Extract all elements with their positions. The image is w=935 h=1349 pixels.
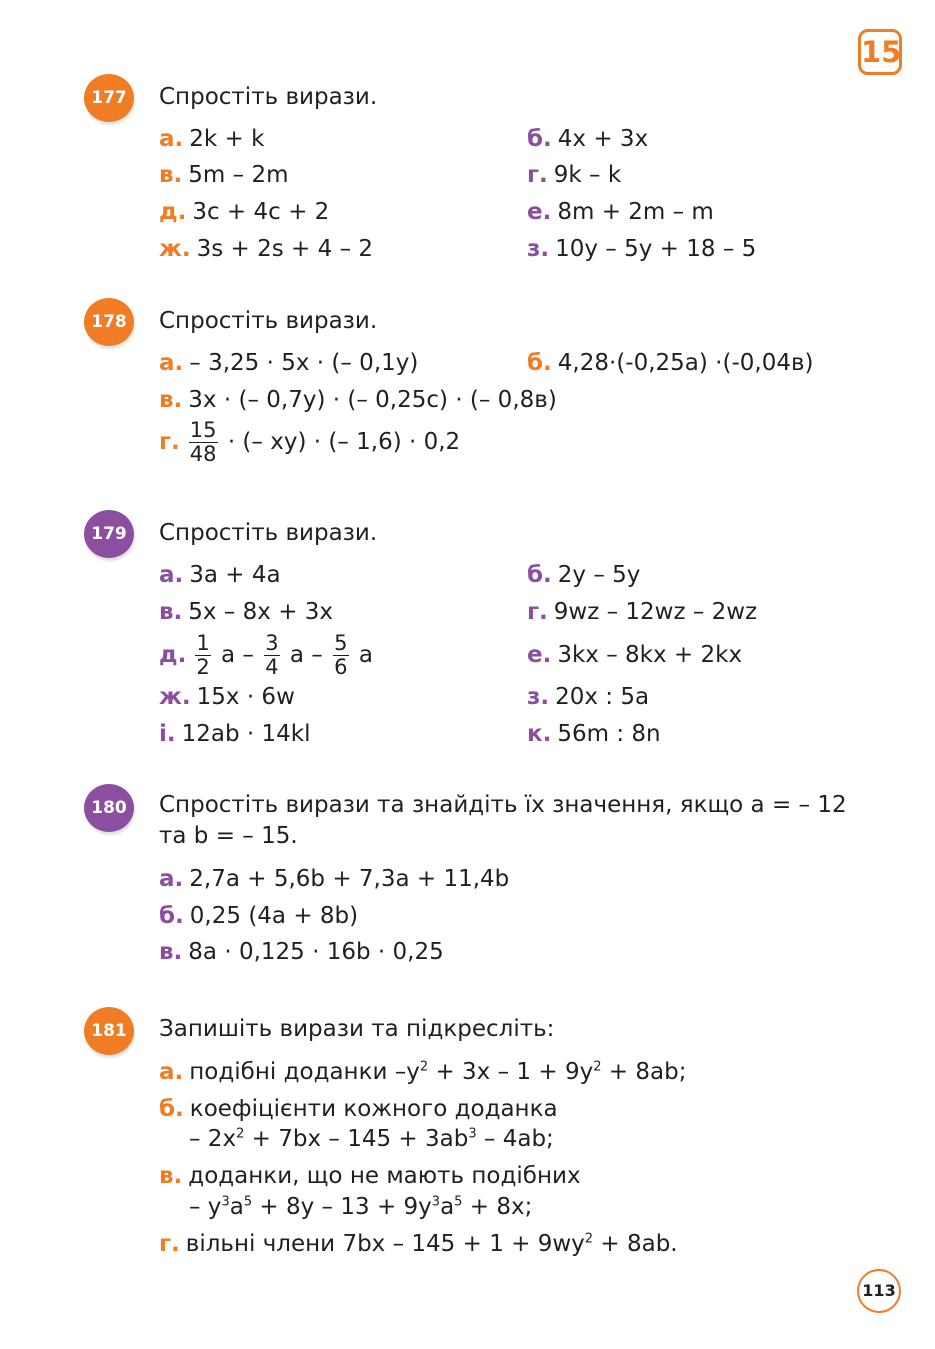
exercise-prompt: Спростіть вирази. [159, 520, 378, 546]
item-label: г. [527, 162, 548, 188]
item-expression-part: – y [189, 1194, 222, 1220]
exercise-item [527, 719, 661, 749]
exponent: 3 [468, 1126, 477, 1142]
item-expression-part: a – [221, 642, 254, 668]
item-expression-part: – 2x [189, 1126, 237, 1152]
item-expression-part: + 8ab; [601, 1059, 687, 1085]
exercise-item [159, 414, 460, 470]
item-expression: 2y – 5y [557, 562, 641, 588]
item-expression: 8a · 0,125 · 16b · 0,25 [188, 939, 444, 965]
item-label: б. [527, 562, 552, 588]
exercise-item [159, 560, 281, 590]
item-expression-line [189, 1124, 554, 1154]
fraction-numerator: 1 [196, 631, 210, 655]
item-label: г. [527, 599, 548, 625]
exercise-item [527, 124, 648, 154]
item-expression: 3a + 4a [189, 562, 281, 588]
item-label: а. [159, 1059, 184, 1085]
fraction-numerator: 3 [265, 631, 279, 655]
item-label: б. [159, 903, 184, 929]
item-expression-part: – 4ab; [476, 1126, 554, 1152]
item-expression: 4x + 3x [557, 126, 649, 152]
item-expression: 9k – k [553, 162, 622, 188]
page-number: 113 [857, 1269, 901, 1313]
item-label: а. [159, 126, 184, 152]
exercise-item [159, 1094, 558, 1124]
item-expression: 56m : 8n [557, 721, 661, 747]
exercise-item [527, 348, 814, 378]
exercise-number-badge: 179 [84, 510, 134, 558]
item-expression-part: a [358, 642, 373, 668]
item-label: а. [159, 866, 184, 892]
item-expression-part: + 8ab. [593, 1231, 678, 1257]
item-expression-part: + 3x – 1 + 9y [428, 1059, 594, 1085]
exercise-item [159, 901, 358, 931]
exercise-number-badge: 177 [84, 74, 134, 122]
exercise-prompt: Спростіть вирази. [159, 84, 378, 110]
exercise-item [159, 937, 444, 967]
item-expression-part: a [229, 1194, 244, 1220]
exponent: 2 [593, 1059, 602, 1075]
exponent: 3 [431, 1194, 441, 1210]
item-expression-line [189, 1192, 532, 1222]
item-expression: 3x · (– 0,7y) · (– 0,25c) · (– 0,8в) [188, 387, 557, 413]
exercise-item [527, 560, 640, 590]
item-instruction: доданки, що не мають подібних [188, 1163, 581, 1189]
item-label: б. [527, 126, 552, 152]
exercise-item [159, 124, 264, 154]
item-label: в. [159, 599, 183, 625]
fraction-denominator: 2 [196, 655, 210, 679]
item-label: з. [527, 236, 550, 262]
item-label: а. [159, 350, 184, 376]
exercise-item [527, 597, 757, 627]
exponent: 3 [221, 1194, 230, 1210]
exercise-item [159, 1229, 678, 1259]
fraction-denominator: 4 [265, 655, 279, 679]
exercise-item [159, 1057, 686, 1087]
item-expression-part: + 8x; [462, 1194, 533, 1220]
item-expression-part: + 8y – 13 + 9y [252, 1194, 432, 1220]
item-expression: 4,28·(-0,25a) ·(-0,04в) [557, 350, 814, 376]
item-expression: 3s + 2s + 4 – 2 [196, 236, 374, 262]
item-expression: 20x : 5a [555, 684, 650, 710]
item-expression-part: a [440, 1194, 455, 1220]
item-label: б. [159, 1096, 184, 1122]
exercise-item [159, 1161, 581, 1191]
item-instruction: коефіцієнти кожного доданка [189, 1096, 558, 1122]
item-label: б. [527, 350, 552, 376]
fraction [333, 632, 348, 679]
item-expression-part: a – [289, 642, 323, 668]
item-expression: 2,7a + 5,6b + 7,3a + 11,4b [189, 866, 510, 892]
item-expression: 0,25 (4a + 8b) [189, 903, 359, 929]
item-label: г. [159, 429, 180, 455]
exercise-number-badge: 178 [84, 298, 134, 346]
exercise-number-badge: 181 [84, 1007, 134, 1055]
exercise-item [159, 385, 557, 415]
exercise-item [159, 234, 373, 264]
item-expression: 12ab · 14kl [181, 721, 311, 747]
exponent: 2 [236, 1126, 245, 1142]
exercise-item [527, 682, 649, 712]
item-expression: · (– xy) · (– 1,6) · 0,2 [227, 429, 461, 455]
item-expression: 2k + k [189, 126, 265, 152]
item-expression-part: вільні члени 7bx – 145 + 1 + 9wy [185, 1231, 585, 1257]
exercise-item [159, 160, 289, 190]
exponent: 5 [454, 1194, 463, 1210]
fraction-denominator: 48 [189, 442, 217, 466]
item-label: в. [159, 162, 183, 188]
item-label: в. [159, 939, 183, 965]
exercise-prompt: Спростіть вирази та знайдіть їх значення, якщо a = – 12 [159, 792, 847, 818]
exercise-item [159, 348, 418, 378]
item-label: і. [159, 721, 176, 747]
item-expression: 3c + 4c + 2 [192, 199, 330, 225]
exercise-item [527, 640, 742, 670]
exponent: 5 [243, 1194, 253, 1210]
item-label: г. [159, 1231, 180, 1257]
item-expression: 9wz – 12wz – 2wz [553, 599, 758, 625]
exponent: 2 [419, 1059, 429, 1075]
fraction [264, 632, 279, 679]
item-label: з. [527, 684, 550, 710]
item-expression: – 3,25 · 5x · (– 0,1y) [189, 350, 419, 376]
item-label: д. [159, 642, 187, 668]
chapter-number-badge: 15 [858, 29, 902, 75]
item-label: в. [159, 387, 183, 413]
exercise-item [159, 597, 333, 627]
fraction-numerator: 5 [334, 631, 348, 655]
item-label: а. [159, 562, 184, 588]
exercise-prompt: Запишіть вирази та підкресліть: [159, 1016, 555, 1042]
exercise-item [527, 234, 756, 264]
exercise-item [159, 864, 509, 894]
item-label: к. [527, 721, 552, 747]
exercise-prompt-continued: та b = – 15. [159, 823, 298, 849]
item-label: ж. [159, 236, 191, 262]
item-label: ж. [159, 684, 191, 710]
exercise-number-badge: 180 [84, 784, 134, 832]
item-expression: 10y – 5y + 18 – 5 [555, 236, 757, 262]
item-expression: 8m + 2m – m [557, 199, 714, 225]
item-label: д. [159, 199, 187, 225]
item-expression: 5m – 2m [188, 162, 289, 188]
item-label: е. [527, 199, 552, 225]
fraction-numerator: 15 [189, 418, 217, 442]
fraction [195, 632, 210, 679]
item-expression: 15x · 6w [196, 684, 295, 710]
exercise-item [159, 627, 373, 683]
fraction [189, 419, 218, 466]
item-label: в. [159, 1163, 183, 1189]
exercise-prompt: Спростіть вирази. [159, 308, 378, 334]
exercise-item [159, 682, 295, 712]
item-expression: 3kx – 8kx + 2kx [557, 642, 743, 668]
exercise-item [159, 197, 329, 227]
exercise-item [527, 197, 714, 227]
fraction-denominator: 6 [334, 655, 348, 679]
exercise-item [527, 160, 621, 190]
exercise-item [159, 719, 311, 749]
item-expression: 5x – 8x + 3x [188, 599, 334, 625]
item-expression-part: + 7bx – 145 + 3ab [244, 1126, 469, 1152]
item-expression-part: подібні доданки –y [189, 1059, 420, 1085]
exponent: 2 [584, 1231, 594, 1247]
item-label: е. [527, 642, 552, 668]
